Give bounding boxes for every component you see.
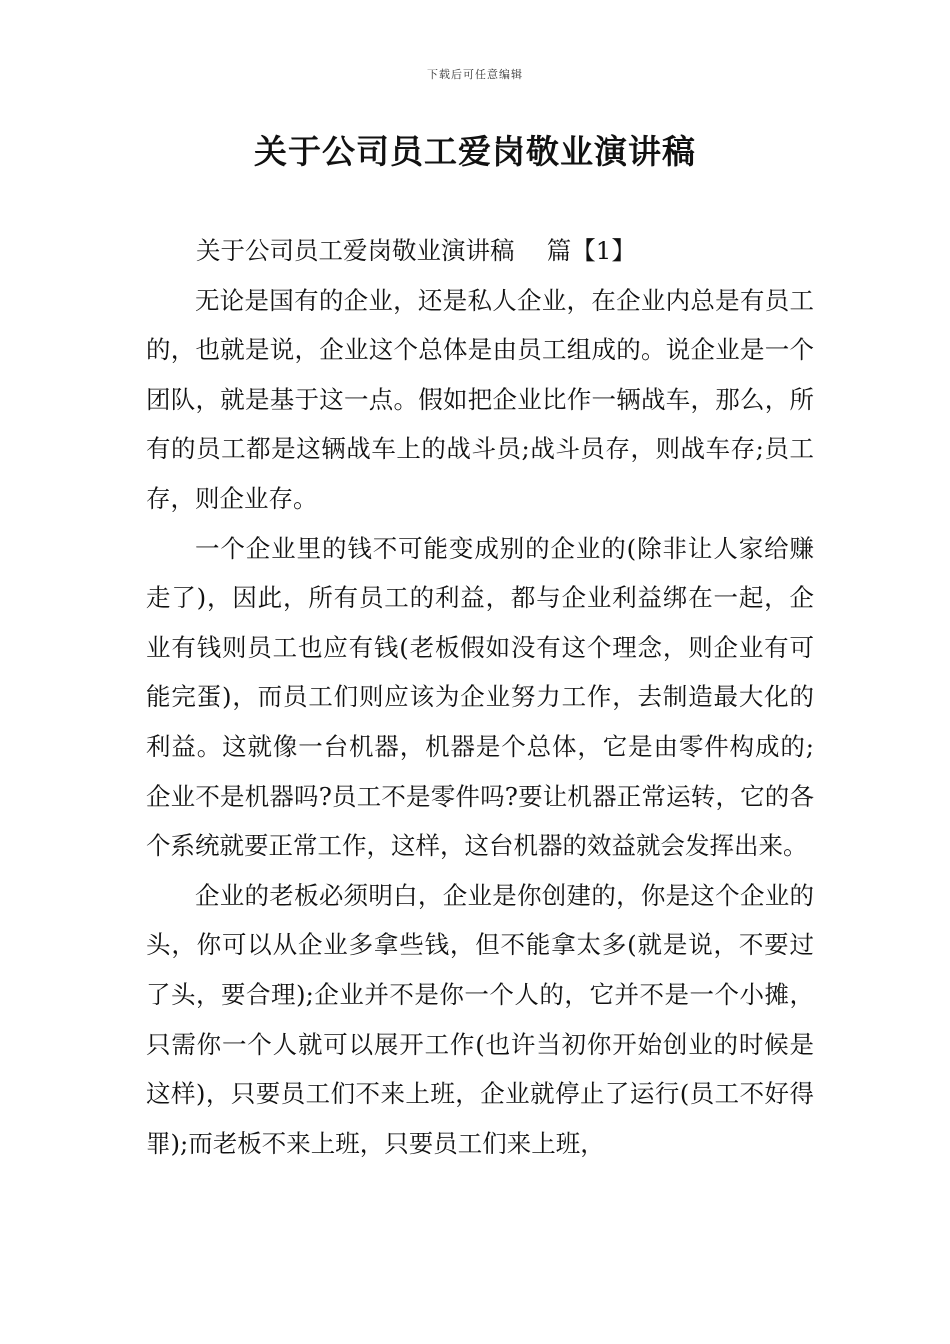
document-title: 关于公司员工爱岗敬业演讲稿 — [254, 132, 696, 171]
section-heading: 关于公司员工爱岗敬业演讲稿 篇【1】 — [196, 236, 636, 265]
document-body — [146, 226, 814, 1168]
paragraph-3: 企业的老板必须明白，企业是你创建的，你是这个企业的头，你可以从企业多拿些钱，但不能拿太多(就是说，不要过了头，要合理);企业并不是你一个人的，它并不是一个小摊，只需你一个人就可以展开工作(也许当初你开始创业的时候是这样)，只要员工们不来上班，企业就停止了运行(员工不好得罪);而老板不来上班，只要员工们来上班， — [146, 880, 814, 1158]
paragraph-2: 一个企业里的钱不可能变成别的企业的(除非让人家给赚走了)，因此，所有员工的利益，都与企业利益绑在一起，企业有钱则员工也应有钱(老板假如没有这个理念，则企业有可能完蛋)，而员工们则应该为企业努力工作，去制造最大化的利益。这就像一台机器，机器是个总体，它是由零件构成的;企业不是机器吗?员工不是零件吗?要让机器正常运转，它的各个系统就要正常工作，这样，这台机器的效益就会发挥出来。 — [146, 533, 814, 861]
paragraph-1: 无论是国有的企业，还是私人企业，在企业内总是有员工的，也就是说，企业这个总体是由员工组成的。说企业是一个团队，就是基于这一点。假如把企业比作一辆战车，那么，所有的员工都是这辆战车上的战斗员;战斗员存，则战车存;员工存，则企业存。 — [146, 285, 814, 513]
header-note: 下载后可任意编辑 — [427, 68, 523, 81]
